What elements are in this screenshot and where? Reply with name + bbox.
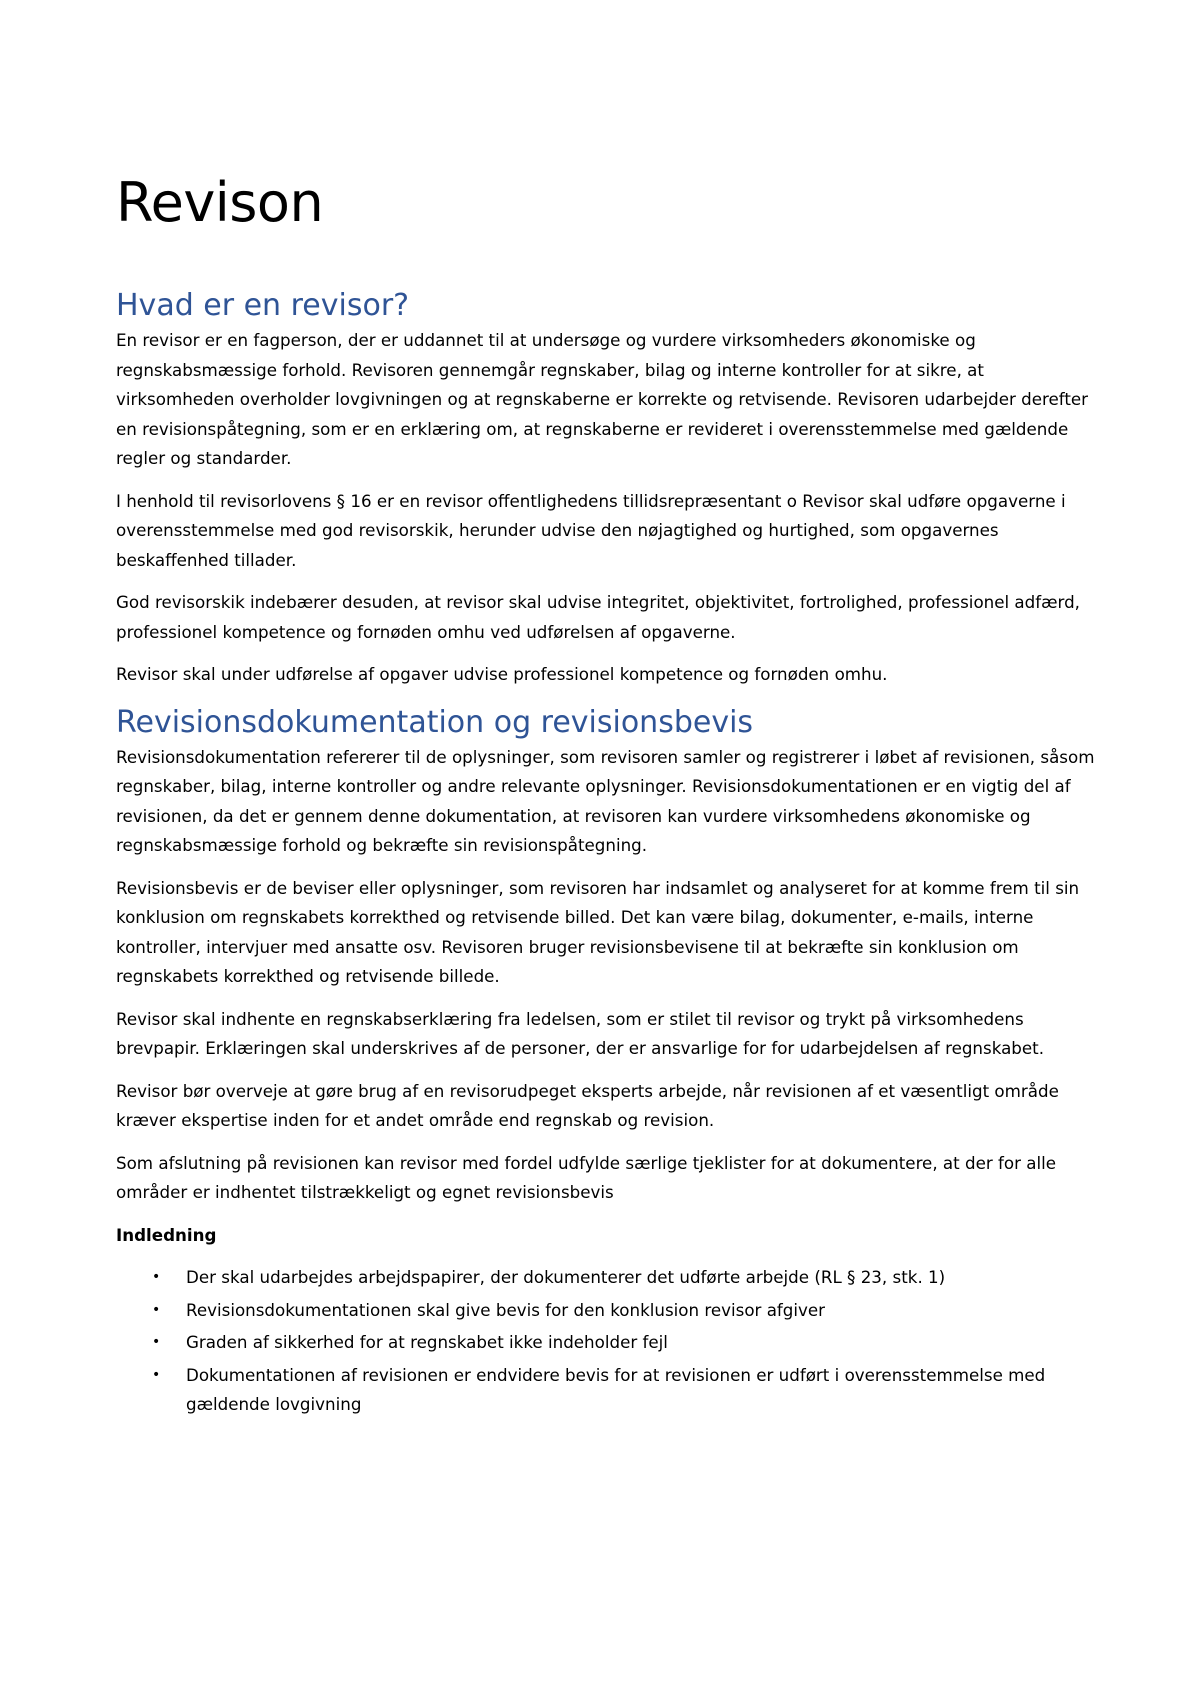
bullet-icon: • xyxy=(152,1334,161,1350)
paragraph: Revisor skal indhente en regnskabserklæring fra ledelsen, som er stilet til revisor og trykt på virksomhedens brevpapir. Erklæringen skal underskrives af de personer, der er ansvarlige for for udarbejdelsen af regnskabet. xyxy=(116,1008,1044,1058)
bullet-icon: • xyxy=(152,1301,161,1318)
list-item xyxy=(116,1328,1096,1358)
document-title: Revison xyxy=(116,171,324,234)
subheading-indledning: Indledning xyxy=(116,1224,217,1245)
paragraph: Revisor skal under udførelse af opgaver udvise professionel kompetence og fornøden omhu. xyxy=(116,664,888,684)
paragraph: God revisorskik indebærer desuden, at revisor skal udvise integritet, objektivitet, fortrolighed, professionel adfærd, professionel kompetence og fornøden omhu ved udførelsen af opgaverne. xyxy=(116,592,1080,642)
list-item-text: Revisionsdokumentationen skal give bevis for den konklusion revisor afgiver xyxy=(186,1299,826,1320)
bullet-icon: • xyxy=(152,1269,161,1285)
bullet-list xyxy=(116,1263,1096,1420)
document-body xyxy=(116,286,1096,1423)
paragraph: Revisionsdokumentation refererer til de oplysninger, som revisoren samler og registrerer i løbet af revisionen, såsom regnskaber, bilag, interne kontroller og andre relevante oplysninger. Revisionsdokumentationen er en vigtig del af revisionen, da det er gennem denne dokumentation, at revisoren kan vurdere virksomhedens økonomiske og regnskabsmæssige forhold og bekræfte sin revisionspåtegning. xyxy=(116,746,1095,855)
paragraph: Som afslutning på revisionen kan revisor med fordel udfylde særlige tjeklister for at dokumentere, at der for alle områder er indhentet tilstrækkeligt og egnet revisionsbevis xyxy=(116,1152,1057,1202)
paragraph: Revisor bør overveje at gøre brug af en revisorudpeget eksperts arbejde, når revisionen af et væsentligt område kræver ekspertise inden for et andet område end regnskab og revision. xyxy=(116,1080,1059,1130)
section-heading-hvad-er-en-revisor: Hvad er en revisor? xyxy=(116,288,410,323)
paragraph: En revisor er en fagperson, der er uddannet til at undersøge og vurdere virksomheders økonomiske og regnskabsmæssige forhold. Revisoren gennemgår regnskaber, bilag og interne kontroller for at sikre, at virksomheden overholder lovgivningen og at regnskaberne er korrekte og retvisende. Revisoren udarbejder derefter en revisionspåtegning, som er en erklæring om, at regnskaberne er revideret i overensstemmelse med gældende regler og standarder. xyxy=(116,330,1089,468)
paragraph: Revisionsbevis er de beviser eller oplysninger, som revisoren har indsamlet og analyseret for at komme frem til sin konklusion om regnskabets korrekthed og retvisende billed. Det kan være bilag, dokumenter, e-mails, interne kontroller, intervjuer med ansatte osv. Revisoren bruger revisionsbevisene til at bekræfte sin konklusion om regnskabets korrekthed og retvisende billede. xyxy=(116,877,1080,986)
list-item-text: Graden af sikkerhed for at regnskabet ikke indeholder fejl xyxy=(186,1332,668,1352)
bullet-icon: • xyxy=(152,1366,161,1383)
list-item xyxy=(116,1296,1096,1326)
list-item xyxy=(116,1263,1096,1293)
list-item-text: Dokumentationen af revisionen er endvidere bevis for at revisionen er udført i overensstemmelse med gældende lovgivning xyxy=(186,1364,1046,1414)
section-heading-revisionsdokumentation: Revisionsdokumentation og revisionsbevis xyxy=(116,704,754,740)
paragraph: I henhold til revisorlovens § 16 er en revisor offentlighedens tillidsrepræsentant o Revisor skal udføre opgaverne i overensstemmelse med god revisorskik, herunder udvise den nøjagtighed og hurtighed, som opgavernes beskaffenhed tillader. xyxy=(116,490,1066,570)
list-item-text: Der skal udarbejdes arbejdspapirer, der dokumenterer det udførte arbejde (RL § 23, stk. 1) xyxy=(186,1267,946,1287)
list-item xyxy=(116,1361,1096,1420)
